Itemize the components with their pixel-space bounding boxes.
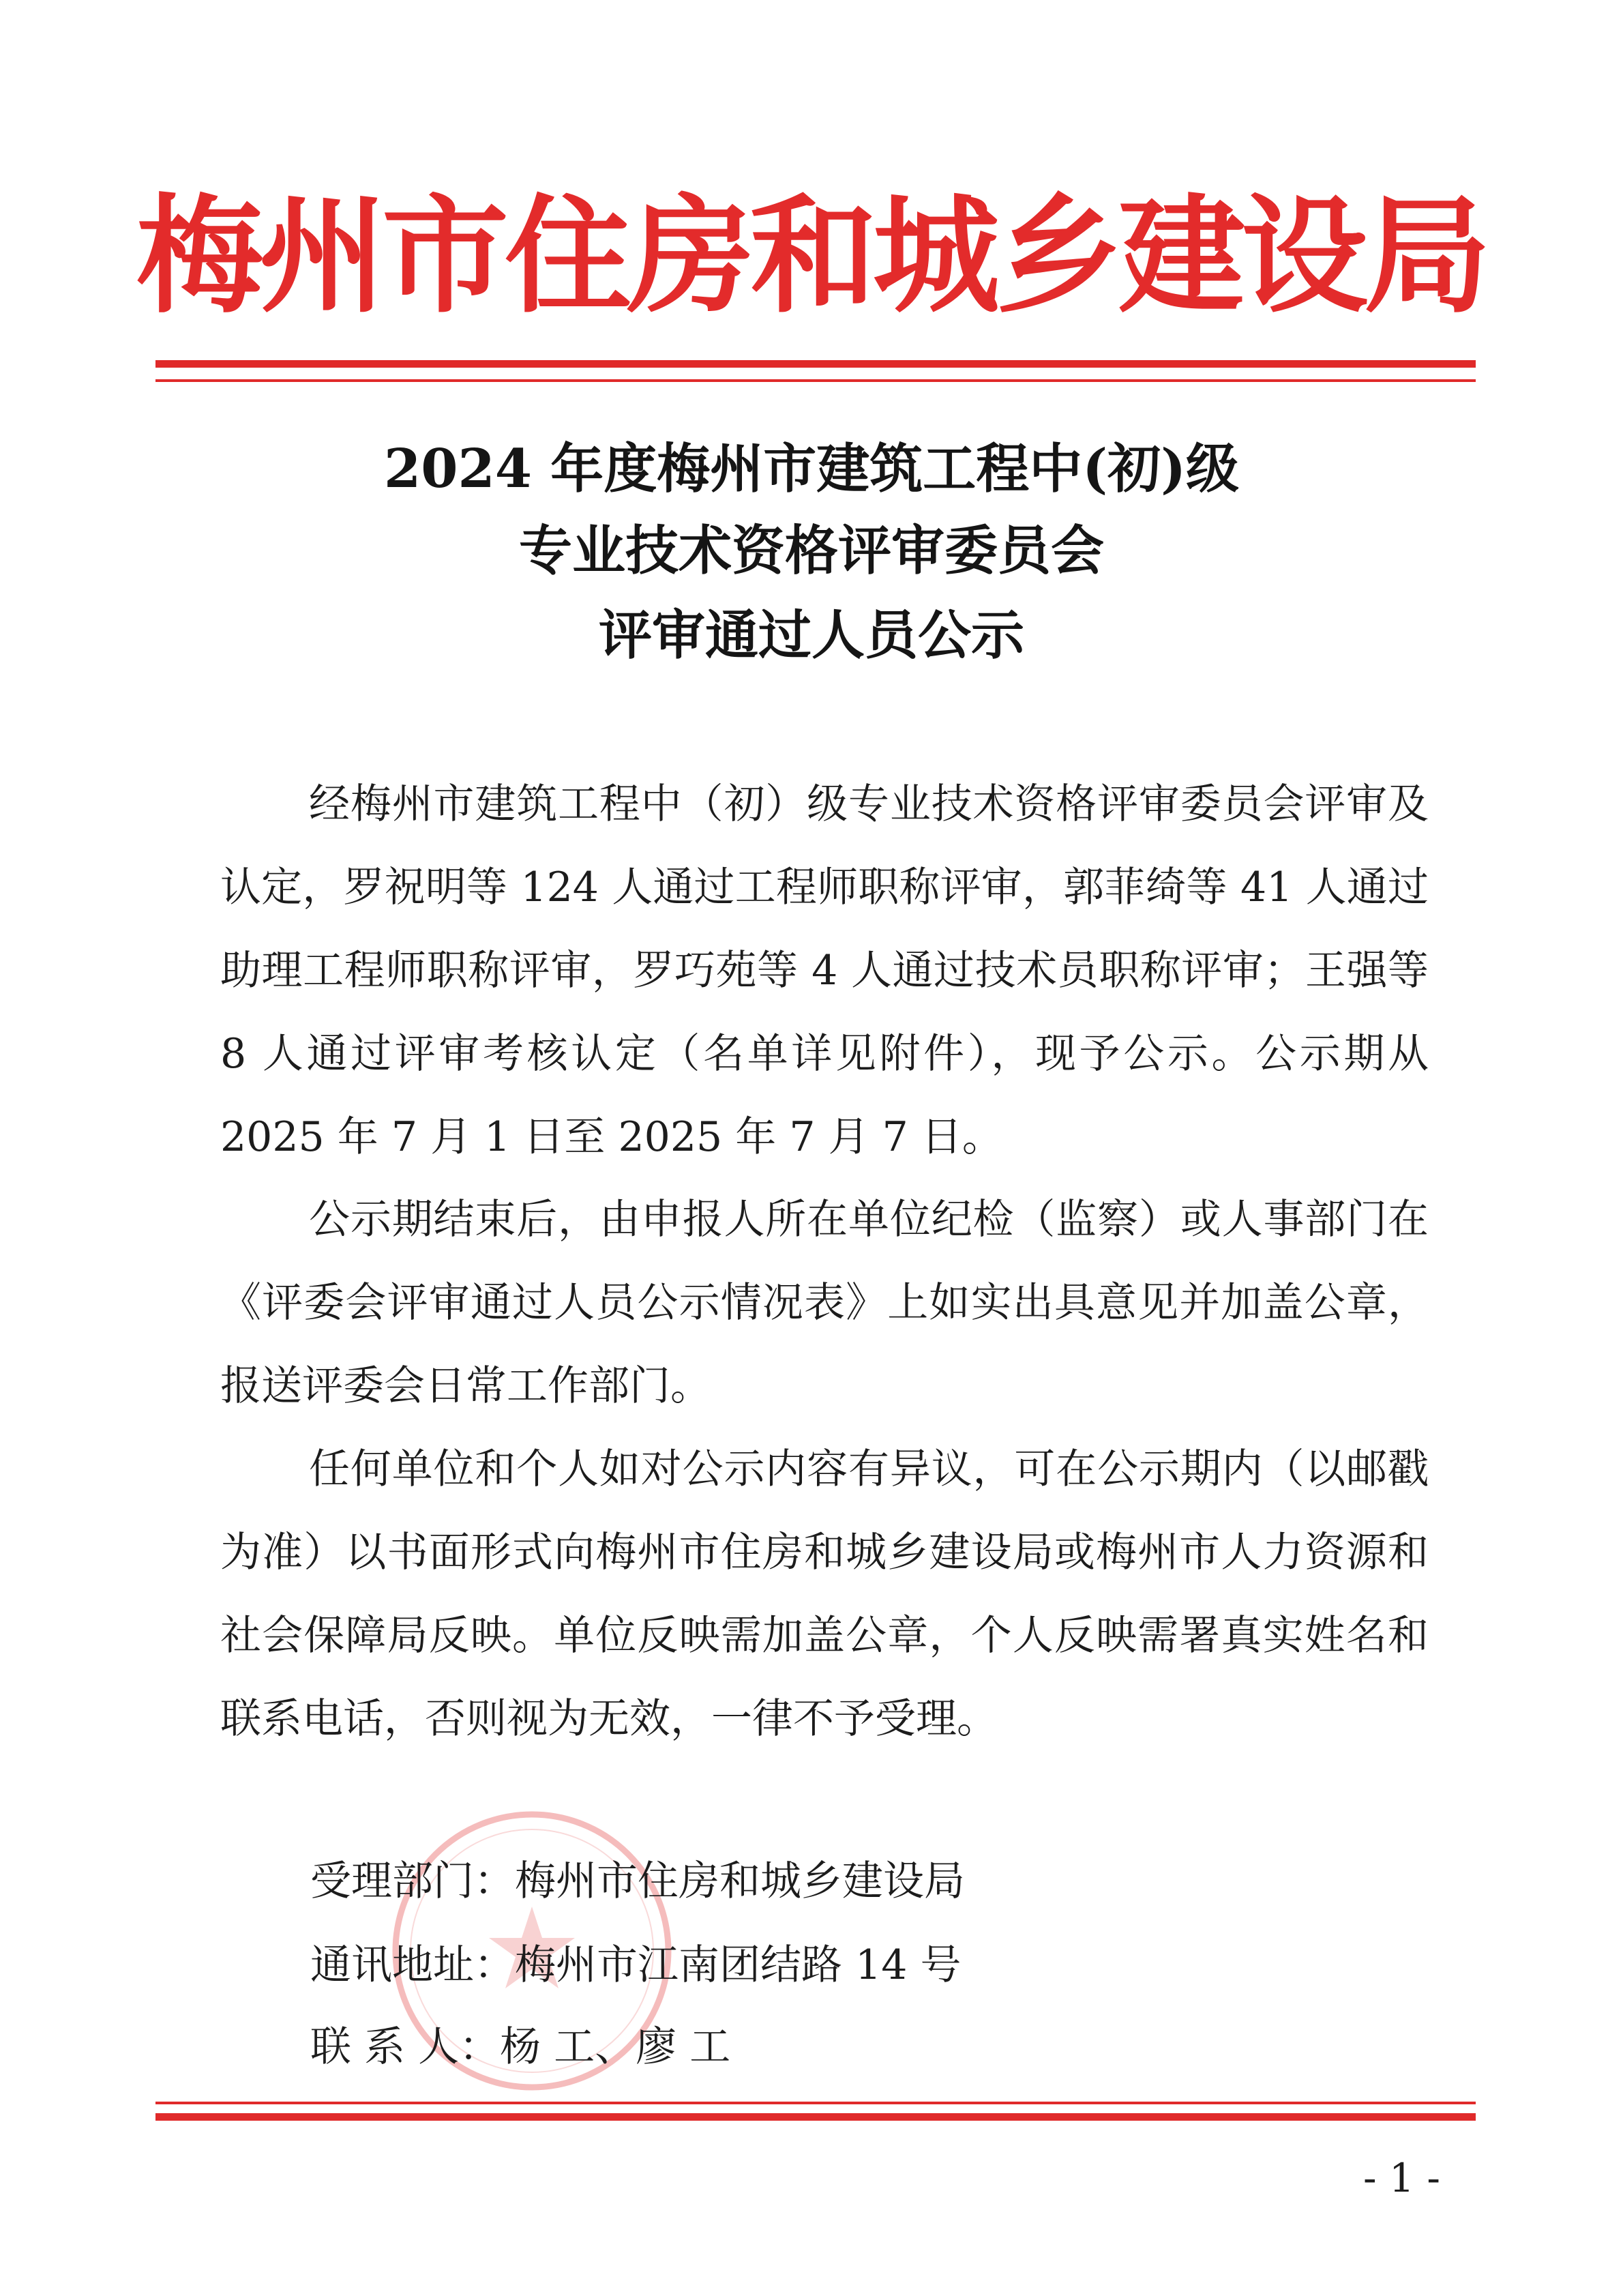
body-paragraph-announcement: 经梅州市建筑工程中（初）级专业技术资格评审委员会评审及认定，罗祝明等 124 人通过工程师职称评审，郭菲绮等 41 人通过助理工程师职称评审，罗巧苑等 4 人通过技术员职称评审；王强等 8 人通过评审考核认定（名单详见附件），现予公示。公示期从 2025 年 7 月 1 日至 2025 年 7 月 7 日。 <box>220 780 1429 1161</box>
footer-rule-thin <box>155 2102 1476 2104</box>
page-number: - 1 - <box>1363 2155 1440 2201</box>
contact-person: 联 系 人：杨 工、廖 工 <box>310 2023 731 2071</box>
document-title-line-1: 2024 年度梅州市建筑工程中(初)级 <box>383 438 1240 500</box>
contact-department: 受理部门：梅州市住房和城乡建设局 <box>310 1857 965 1905</box>
footer-rule-thick <box>155 2113 1476 2121</box>
issuing-authority-header: 梅州市住房和城乡建设局 <box>136 181 1487 330</box>
header-rule-thin <box>155 379 1476 382</box>
body-paragraph-objections: 任何单位和个人如对公示内容有异议，可在公示期内（以邮戳为准）以书面形式向梅州市住房和城乡建设局或梅州市人力资源和社会保障局反映。单位反映需加盖公章，个人反映需署真实姓名和联系电话，否则视为无效，一律不予受理。 <box>220 1445 1429 1743</box>
body-paragraph-procedure: 公示期结束后，由申报人所在单位纪检（监察）或人事部门在《评委会评审通过人员公示情况表》上如实出具意见并加盖公章，报送评委会日常工作部门。 <box>220 1196 1429 1410</box>
header-rule-thick <box>155 360 1476 368</box>
document-title-line-2: 专业技术资格评审委员会 <box>518 520 1104 582</box>
document-title-line-3: 评审通过人员公示 <box>598 604 1024 666</box>
contact-address: 通讯地址：梅州市江南团结路 14 号 <box>310 1941 962 1989</box>
